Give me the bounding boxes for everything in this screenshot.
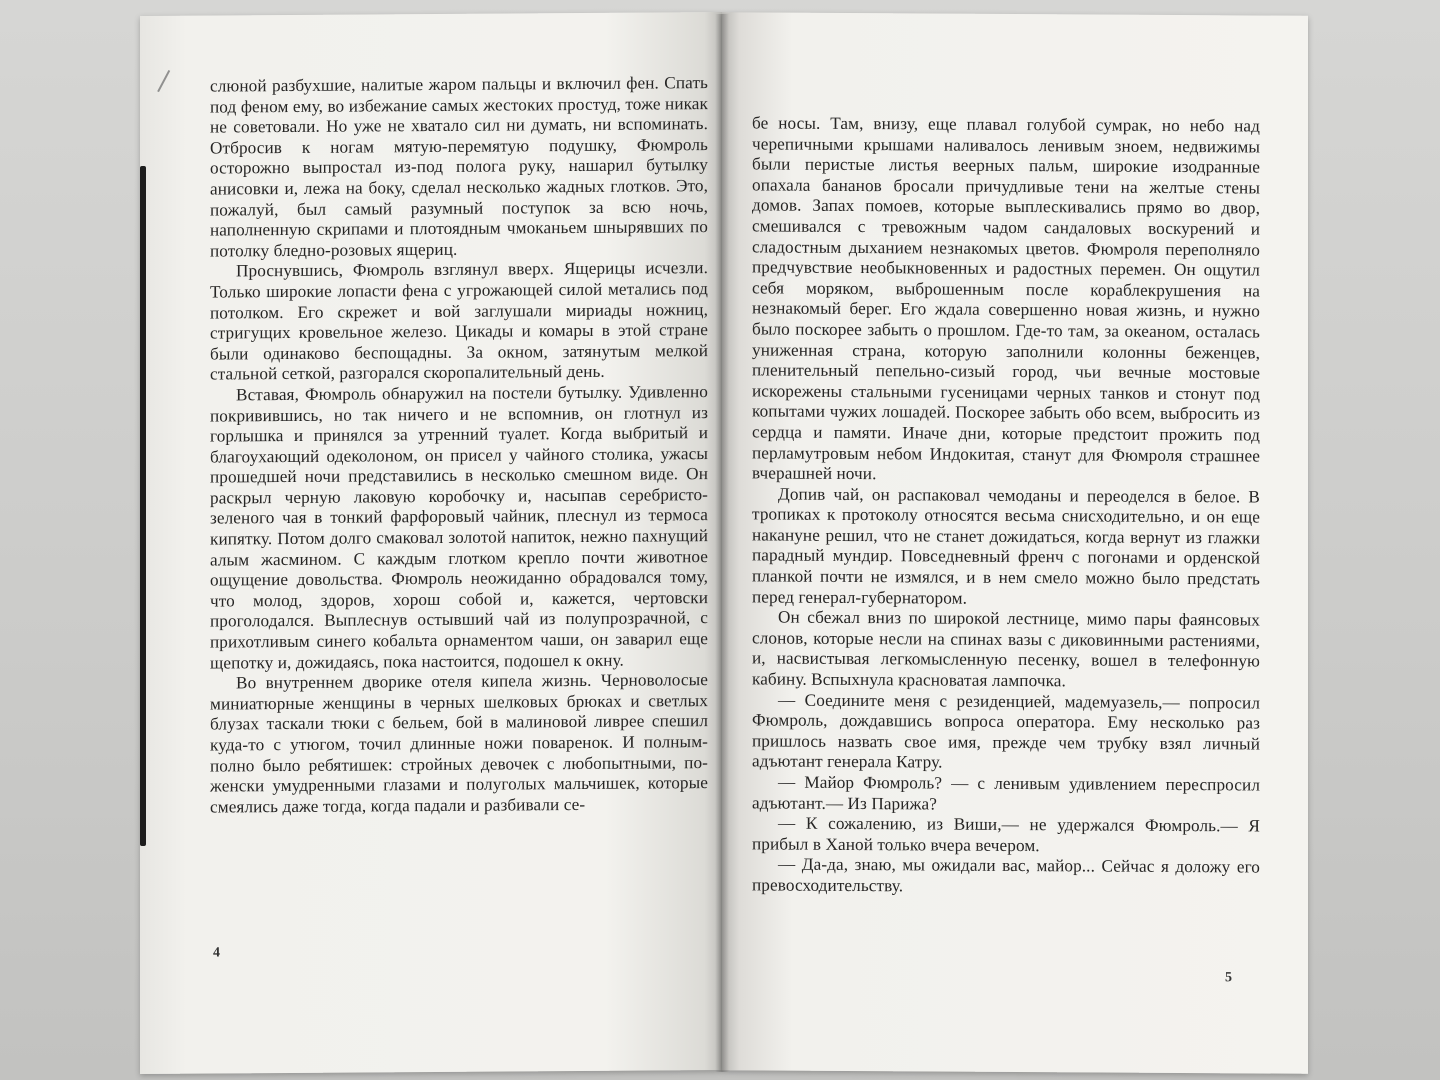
book-gutter — [715, 14, 729, 1072]
left-paragraph-3: Вставая, Фюмроль обнаружил на постели бутылку. Удивленно покривившись, но так ничего и не вспомнив, он глотнул из горлышка и принялся за утренний туалет. Когда выбритый и благоухающий одеколоном, он присел у чайного столика, ужасы прошедшей ночи представились в несколько смешном виде. Он раскрыл черную лаковую коробочку и, насыпав серебристо-зеленого чая в тонкий фарфоровый чайник, плеснул из термоса кипятку. Потом долго смаковал золотой напиток, нежно пахнущий алым жасмином. С каждым глотком крепло почти животное ощущение довольства. Фюмроль неожиданно обрадовался тому, что молод, здоров, хорош собой и, кажется, чертовски проголодался. Выплеснув остывший чай из полупрозрачной, с прихотливым синего кобальта орнаментом чаши, он заварил еще щепотку и, дожидаясь, пока настоится, подошел к окну. — [210, 381, 708, 673]
right-page — [722, 12, 1308, 1074]
right-page-text — [752, 113, 1260, 899]
right-paragraph-3: Он сбежал вниз по широкой лестнице, мимо пары фаянсовых слонов, которые несли на спинах вазы с диковинными растениями, и, насвистывая легкомысленную песенку, вошел в телефонную кабину. Вспыхнула красноватая лампочка. — [752, 607, 1260, 691]
left-page-number: 4 — [213, 945, 220, 961]
right-paragraph-1: бе носы. Там, внизу, еще плавал голубой сумрак, но небо над черепичными крышами наливалось ленивым зноем, недвижимы были перистые листья веерных пальм, широкие изодранные опахала бананов бросали причудливые тени на желтые стены домов. Запах помоев, которые выплескивались прямо во двор, смешивался с тревожным чадом сандаловых воскурений и сладостным дыханием незнакомых цветов. Фюмроля переполняло предчувствие необыкновенных и радостных перемен. Он ощутил себя моряком, выброшенным после кораблекрушения на незнакомый берег. Его ждала совершенно новая жизнь, и нужно было поскорее забыть о прошлом. Где-то там, за океаном, осталась униженная страна, которую заполнили колонны беженцев, пленительный пепельно-сизый город, чьи вечные мостовые искорежены стальными гусеницами черных танков и стонут под копытами чужих лошадей. Поскорее забыть обо всем, выбросить из сердца и памяти. Иначе дни, которые предстоит прожить под перламутровым небом Индокитая, станут для Фюмроля страшнее вчерашней ночи. — [752, 113, 1260, 484]
right-paragraph-2: Допив чай, он распаковал чемоданы и переоделся в белое. В тропиках к протоколу относятся весьма снисходительно, и он еще накануне решил, что не станет дожидаться, когда вернут из глажки парадный мундир. Повседневный френч с погонами и орденской планкой почти не измялся, и в нем смело можно было предстать перед генерал-губернатором. — [752, 484, 1260, 608]
right-page-number: 5 — [1225, 970, 1232, 986]
left-page-text — [210, 73, 708, 818]
left-paragraph-4: Во внутреннем дворике отеля кипела жизнь. Черноволосые миниатюрные женщины в черных шелковых брюках и светлых блузах таскали тюки с бельем, бой в малиновой ливрее спешил куда-то с утюгом, точил длинные ножи поваренок. И полным-полно было ребятишек: стройных девочек с любопытными, по-женски умудренными глазами и полуголых мальчишек, которые смеялись даже тогда, когда падали и разбивали се- — [210, 670, 708, 817]
right-paragraph-6: — К сожалению, из Виши,— не удержался Фюмроль.— Я прибыл в Ханой только вчера вечером. — [752, 813, 1260, 855]
left-paragraph-2: Проснувшись, Фюмроль взглянул вверх. Ящерицы исчезли. Только широкие лопасти фена с угрожающей силой метались под потолком. Его скрежет и вой заглушали мириады ножниц, стригущих кровельное железо. Цикады и комары в этой стране были одинаково беспощадны. За окном, затянутым мелкой стальной сеткой, разгорался скоропалительный день. — [210, 258, 708, 384]
right-paragraph-4: — Соедините меня с резиденцией, мадемуазель,— попросил Фюмроль, дождавшись вопроса оператора. Ему несколько раз пришлось назвать свое имя, прежде чем трубку взял личный адъютант генерала Катру. — [752, 690, 1260, 772]
book-spread — [132, 14, 1310, 1072]
pencil-mark — [157, 70, 181, 98]
right-paragraph-5: — Майор Фюмроль? — с ленивым удивлением переспросил адъютант.— Из Парижа? — [752, 772, 1260, 814]
left-paragraph-1: слюной разбухшие, налитые жаром пальцы и включил фен. Спать под феном ему, во избежание самых жестоких простуд, тоже никак не советовали. Но уже не хватало сил ни думать, ни вспоминать. Отбросив к ногам мятую-перемятую подушку, Фюмроль осторожно выпростал из-под полога руку, нашарил бутылку анисовки и, лежа на боку, сделал несколько жадных глотков. Это, пожалуй, был самый разумный поступок за всю ночь, наполненную скрипами и плотоядным чмоканьем шнырявших по потолку бледно-розовых ящериц. — [210, 73, 708, 261]
right-paragraph-7: — Да-да, знаю, мы ожидали вас, майор... Сейчас я доложу его превосходительству. — [752, 854, 1260, 896]
left-page — [140, 12, 722, 1074]
cover-edge — [140, 166, 146, 846]
